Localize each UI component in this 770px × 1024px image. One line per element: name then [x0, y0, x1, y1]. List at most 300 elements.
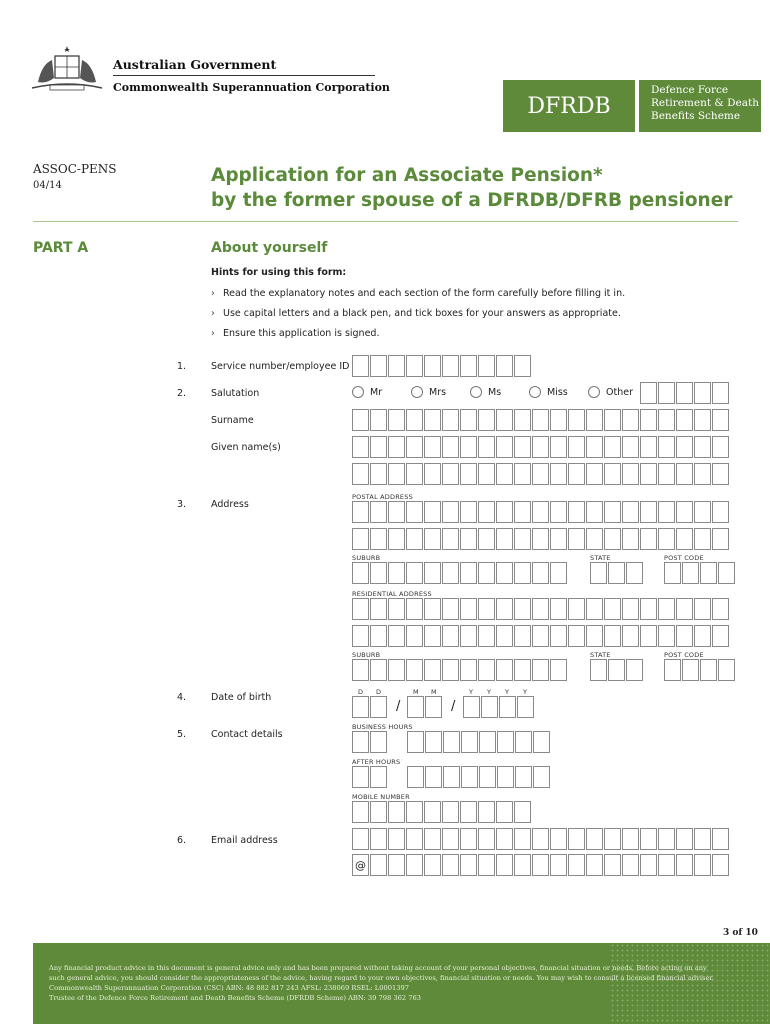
character-box[interactable]	[407, 766, 424, 788]
character-box[interactable]	[676, 436, 693, 458]
character-box[interactable]	[442, 828, 459, 850]
character-box[interactable]	[496, 801, 513, 823]
character-box[interactable]	[568, 625, 585, 647]
character-box[interactable]	[370, 598, 387, 620]
character-box[interactable]	[442, 409, 459, 431]
character-box[interactable]	[370, 436, 387, 458]
character-box[interactable]	[496, 528, 513, 550]
character-box[interactable]	[712, 625, 729, 647]
character-box[interactable]	[604, 598, 621, 620]
character-box[interactable]	[406, 436, 423, 458]
character-box[interactable]	[712, 854, 729, 876]
radio-mrs[interactable]	[411, 386, 446, 398]
character-box[interactable]	[352, 828, 369, 850]
character-box[interactable]	[568, 598, 585, 620]
character-box[interactable]	[460, 528, 477, 550]
character-box[interactable]	[550, 463, 567, 485]
character-box[interactable]	[532, 598, 549, 620]
character-box[interactable]	[622, 528, 639, 550]
character-box[interactable]	[586, 598, 603, 620]
character-box[interactable]	[370, 409, 387, 431]
character-box[interactable]	[712, 598, 729, 620]
character-box[interactable]	[640, 382, 657, 404]
character-box[interactable]	[712, 828, 729, 850]
character-box[interactable]	[550, 598, 567, 620]
character-box[interactable]	[514, 501, 531, 523]
character-box[interactable]	[676, 382, 693, 404]
character-box[interactable]	[586, 463, 603, 485]
character-box[interactable]	[718, 562, 735, 584]
character-box[interactable]	[442, 355, 459, 377]
character-box[interactable]	[370, 625, 387, 647]
character-box[interactable]	[424, 801, 441, 823]
character-box[interactable]	[626, 562, 643, 584]
character-box[interactable]	[460, 828, 477, 850]
character-box[interactable]	[712, 436, 729, 458]
character-box[interactable]	[424, 436, 441, 458]
character-box[interactable]	[658, 501, 675, 523]
character-box[interactable]	[424, 501, 441, 523]
character-box[interactable]	[533, 766, 550, 788]
dob-year-field[interactable]	[463, 696, 535, 718]
character-box[interactable]	[370, 854, 387, 876]
business-phone-field[interactable]	[407, 731, 551, 753]
given-names-field[interactable]	[352, 436, 730, 458]
character-box[interactable]	[442, 625, 459, 647]
character-box[interactable]	[478, 528, 495, 550]
character-box[interactable]	[496, 436, 513, 458]
dob-day-field[interactable]	[352, 696, 388, 718]
character-box[interactable]	[460, 598, 477, 620]
character-box[interactable]	[658, 382, 675, 404]
postal-address-field-2[interactable]	[352, 528, 730, 550]
character-box[interactable]	[676, 528, 693, 550]
character-box[interactable]	[640, 854, 657, 876]
character-box[interactable]	[676, 501, 693, 523]
character-box[interactable]	[622, 625, 639, 647]
character-box[interactable]	[370, 731, 387, 753]
character-box[interactable]	[694, 409, 711, 431]
character-box[interactable]	[388, 625, 405, 647]
character-box[interactable]	[604, 828, 621, 850]
character-box[interactable]	[658, 598, 675, 620]
character-box[interactable]	[694, 436, 711, 458]
character-box[interactable]	[370, 528, 387, 550]
character-box[interactable]	[514, 598, 531, 620]
radio-ms[interactable]	[470, 386, 501, 398]
radio-other[interactable]	[588, 386, 633, 398]
character-box[interactable]	[622, 409, 639, 431]
character-box[interactable]	[424, 409, 441, 431]
character-box[interactable]	[496, 562, 513, 584]
character-box[interactable]	[515, 731, 532, 753]
character-box[interactable]	[640, 528, 657, 550]
character-box[interactable]	[424, 463, 441, 485]
character-box[interactable]	[352, 463, 369, 485]
character-box[interactable]	[694, 528, 711, 550]
character-box[interactable]	[406, 828, 423, 850]
character-box[interactable]	[442, 801, 459, 823]
character-box[interactable]	[694, 854, 711, 876]
character-box[interactable]	[442, 562, 459, 584]
character-box[interactable]	[352, 801, 369, 823]
character-box[interactable]	[658, 854, 675, 876]
given-names-field-2[interactable]	[352, 463, 730, 485]
character-box[interactable]	[712, 463, 729, 485]
character-box[interactable]	[460, 854, 477, 876]
character-box[interactable]	[424, 828, 441, 850]
character-box[interactable]	[478, 828, 495, 850]
character-box[interactable]	[406, 801, 423, 823]
character-box[interactable]	[370, 696, 387, 718]
character-box[interactable]	[352, 528, 369, 550]
character-box[interactable]	[622, 463, 639, 485]
character-box[interactable]	[532, 625, 549, 647]
character-box[interactable]	[700, 562, 717, 584]
character-box[interactable]	[352, 731, 369, 753]
character-box[interactable]	[352, 562, 369, 584]
character-box[interactable]	[712, 501, 729, 523]
character-box[interactable]	[514, 801, 531, 823]
character-box[interactable]	[352, 355, 369, 377]
character-box[interactable]	[604, 409, 621, 431]
service-number-field[interactable]	[352, 355, 532, 377]
character-box[interactable]	[406, 659, 423, 681]
character-box[interactable]	[424, 854, 441, 876]
character-box[interactable]	[388, 463, 405, 485]
character-box[interactable]	[550, 854, 567, 876]
character-box[interactable]	[658, 463, 675, 485]
character-box[interactable]	[388, 801, 405, 823]
character-box[interactable]	[533, 731, 550, 753]
character-box[interactable]	[478, 501, 495, 523]
character-box[interactable]	[568, 463, 585, 485]
character-box[interactable]	[514, 854, 531, 876]
surname-field[interactable]	[352, 409, 730, 431]
character-box[interactable]	[442, 436, 459, 458]
character-box[interactable]	[496, 501, 513, 523]
character-box[interactable]	[586, 409, 603, 431]
character-box[interactable]	[640, 625, 657, 647]
character-box[interactable]	[640, 463, 657, 485]
character-box[interactable]	[442, 659, 459, 681]
character-box[interactable]	[443, 731, 460, 753]
character-box[interactable]	[460, 355, 477, 377]
character-box[interactable]	[496, 598, 513, 620]
character-box[interactable]	[640, 436, 657, 458]
character-box[interactable]	[676, 828, 693, 850]
character-box[interactable]	[550, 659, 567, 681]
character-box[interactable]	[550, 409, 567, 431]
residential-address-field[interactable]	[352, 598, 730, 620]
character-box[interactable]	[514, 625, 531, 647]
character-box[interactable]	[478, 801, 495, 823]
character-box[interactable]	[460, 659, 477, 681]
character-box[interactable]	[604, 528, 621, 550]
character-box[interactable]	[622, 436, 639, 458]
character-box[interactable]	[424, 562, 441, 584]
character-box[interactable]	[460, 625, 477, 647]
character-box[interactable]	[532, 409, 549, 431]
character-box[interactable]	[352, 659, 369, 681]
character-box[interactable]	[640, 828, 657, 850]
character-box[interactable]	[550, 436, 567, 458]
character-box[interactable]	[424, 355, 441, 377]
character-box[interactable]	[460, 463, 477, 485]
character-box[interactable]	[388, 598, 405, 620]
character-box[interactable]	[496, 828, 513, 850]
character-box[interactable]	[442, 528, 459, 550]
character-box[interactable]	[712, 528, 729, 550]
character-box[interactable]	[388, 562, 405, 584]
character-box[interactable]	[682, 562, 699, 584]
postal-postcode-field[interactable]	[664, 562, 736, 584]
character-box[interactable]	[370, 659, 387, 681]
character-box[interactable]	[622, 828, 639, 850]
after-area-code-field[interactable]	[352, 766, 388, 788]
character-box[interactable]	[388, 528, 405, 550]
character-box[interactable]	[712, 409, 729, 431]
character-box[interactable]	[718, 659, 735, 681]
character-box[interactable]	[352, 696, 369, 718]
character-box[interactable]	[461, 766, 478, 788]
character-box[interactable]	[568, 828, 585, 850]
character-box[interactable]	[694, 501, 711, 523]
character-box[interactable]	[481, 696, 498, 718]
character-box[interactable]	[497, 731, 514, 753]
character-box[interactable]	[479, 766, 496, 788]
character-box[interactable]	[604, 463, 621, 485]
character-box[interactable]	[478, 598, 495, 620]
character-box[interactable]	[676, 625, 693, 647]
character-box[interactable]	[604, 436, 621, 458]
character-box[interactable]	[370, 501, 387, 523]
character-box[interactable]	[442, 463, 459, 485]
character-box[interactable]	[514, 828, 531, 850]
character-box[interactable]	[424, 528, 441, 550]
radio-mr[interactable]	[352, 386, 382, 398]
character-box[interactable]	[676, 598, 693, 620]
character-box[interactable]	[406, 562, 423, 584]
character-box[interactable]	[658, 828, 675, 850]
character-box[interactable]	[443, 766, 460, 788]
character-box[interactable]	[388, 436, 405, 458]
character-box[interactable]	[694, 382, 711, 404]
residential-address-field-2[interactable]	[352, 625, 730, 647]
character-box[interactable]	[425, 731, 442, 753]
character-box[interactable]	[370, 463, 387, 485]
character-box[interactable]	[496, 854, 513, 876]
character-box[interactable]	[676, 463, 693, 485]
character-box[interactable]	[497, 766, 514, 788]
character-box[interactable]	[700, 659, 717, 681]
character-box[interactable]	[712, 382, 729, 404]
character-box[interactable]	[352, 625, 369, 647]
character-box[interactable]	[406, 355, 423, 377]
character-box[interactable]	[370, 355, 387, 377]
character-box[interactable]	[478, 463, 495, 485]
character-box[interactable]	[496, 409, 513, 431]
character-box[interactable]	[352, 598, 369, 620]
character-box[interactable]	[676, 409, 693, 431]
character-box[interactable]	[586, 625, 603, 647]
character-box[interactable]	[622, 501, 639, 523]
character-box[interactable]	[586, 854, 603, 876]
character-box[interactable]	[514, 463, 531, 485]
character-box[interactable]	[517, 696, 534, 718]
character-box[interactable]	[352, 409, 369, 431]
character-box[interactable]	[514, 409, 531, 431]
character-box[interactable]	[658, 436, 675, 458]
character-box[interactable]	[658, 528, 675, 550]
character-box[interactable]	[406, 528, 423, 550]
character-box[interactable]	[496, 355, 513, 377]
character-box[interactable]	[622, 854, 639, 876]
character-box[interactable]	[532, 436, 549, 458]
character-box[interactable]	[640, 409, 657, 431]
character-box[interactable]	[586, 501, 603, 523]
character-box[interactable]	[499, 696, 516, 718]
character-box[interactable]	[460, 562, 477, 584]
residential-suburb-field[interactable]	[352, 659, 568, 681]
character-box[interactable]	[370, 562, 387, 584]
character-box[interactable]	[424, 659, 441, 681]
character-box[interactable]	[478, 854, 495, 876]
character-box[interactable]	[370, 801, 387, 823]
character-box[interactable]	[604, 854, 621, 876]
character-box[interactable]	[550, 625, 567, 647]
character-box[interactable]	[425, 766, 442, 788]
character-box[interactable]	[694, 625, 711, 647]
character-box[interactable]	[514, 355, 531, 377]
character-box[interactable]	[478, 436, 495, 458]
character-box[interactable]	[694, 598, 711, 620]
business-area-code-field[interactable]	[352, 731, 388, 753]
character-box[interactable]	[515, 766, 532, 788]
character-box[interactable]	[370, 766, 387, 788]
character-box[interactable]	[550, 528, 567, 550]
character-box[interactable]	[622, 598, 639, 620]
after-phone-field[interactable]	[407, 766, 551, 788]
salutation-other-field[interactable]	[640, 382, 730, 404]
character-box[interactable]	[388, 355, 405, 377]
character-box[interactable]	[568, 409, 585, 431]
character-box[interactable]	[550, 501, 567, 523]
character-box[interactable]	[514, 659, 531, 681]
character-box[interactable]	[532, 562, 549, 584]
character-box[interactable]	[352, 501, 369, 523]
dob-month-field[interactable]	[407, 696, 443, 718]
character-box[interactable]	[425, 696, 442, 718]
character-box[interactable]	[478, 355, 495, 377]
character-box[interactable]	[406, 463, 423, 485]
character-box[interactable]	[664, 659, 681, 681]
character-box[interactable]	[682, 659, 699, 681]
character-box[interactable]	[406, 854, 423, 876]
character-box[interactable]	[604, 625, 621, 647]
character-box[interactable]	[478, 409, 495, 431]
character-box[interactable]	[442, 598, 459, 620]
character-box[interactable]	[479, 731, 496, 753]
character-box[interactable]	[478, 659, 495, 681]
character-box[interactable]	[424, 625, 441, 647]
character-box[interactable]	[532, 501, 549, 523]
character-box[interactable]	[478, 625, 495, 647]
character-box[interactable]	[514, 562, 531, 584]
character-box[interactable]	[626, 659, 643, 681]
character-box[interactable]	[370, 828, 387, 850]
character-box[interactable]	[550, 562, 567, 584]
email-field[interactable]	[352, 828, 730, 850]
character-box[interactable]	[463, 696, 480, 718]
character-box[interactable]	[664, 562, 681, 584]
character-box[interactable]	[550, 828, 567, 850]
character-box[interactable]	[608, 659, 625, 681]
character-box[interactable]	[658, 625, 675, 647]
residential-postcode-field[interactable]	[664, 659, 736, 681]
character-box[interactable]	[460, 436, 477, 458]
character-box[interactable]	[407, 696, 424, 718]
character-box[interactable]	[406, 625, 423, 647]
email-domain-field[interactable]	[370, 854, 730, 876]
character-box[interactable]	[442, 854, 459, 876]
mobile-number-field[interactable]	[352, 801, 532, 823]
character-box[interactable]	[608, 562, 625, 584]
character-box[interactable]	[514, 436, 531, 458]
character-box[interactable]	[388, 854, 405, 876]
character-box[interactable]	[658, 409, 675, 431]
character-box[interactable]	[532, 528, 549, 550]
character-box[interactable]	[424, 598, 441, 620]
character-box[interactable]	[532, 854, 549, 876]
character-box[interactable]	[568, 501, 585, 523]
character-box[interactable]	[694, 463, 711, 485]
character-box[interactable]	[568, 436, 585, 458]
character-box[interactable]	[388, 409, 405, 431]
character-box[interactable]	[532, 463, 549, 485]
character-box[interactable]	[590, 562, 607, 584]
character-box[interactable]	[478, 562, 495, 584]
residential-state-field[interactable]	[590, 659, 644, 681]
character-box[interactable]	[352, 766, 369, 788]
character-box[interactable]	[604, 501, 621, 523]
character-box[interactable]	[407, 731, 424, 753]
character-box[interactable]	[388, 501, 405, 523]
character-box[interactable]	[640, 501, 657, 523]
character-box[interactable]	[406, 501, 423, 523]
character-box[interactable]	[496, 625, 513, 647]
postal-state-field[interactable]	[590, 562, 644, 584]
character-box[interactable]	[496, 463, 513, 485]
character-box[interactable]	[388, 659, 405, 681]
character-box[interactable]	[406, 598, 423, 620]
radio-miss[interactable]	[529, 386, 568, 398]
character-box[interactable]	[640, 598, 657, 620]
character-box[interactable]	[586, 828, 603, 850]
character-box[interactable]	[460, 801, 477, 823]
character-box[interactable]	[352, 436, 369, 458]
character-box[interactable]	[532, 828, 549, 850]
character-box[interactable]	[590, 659, 607, 681]
character-box[interactable]	[676, 854, 693, 876]
postal-address-field[interactable]	[352, 501, 730, 523]
character-box[interactable]	[461, 731, 478, 753]
character-box[interactable]	[514, 528, 531, 550]
character-box[interactable]	[460, 409, 477, 431]
character-box[interactable]	[406, 409, 423, 431]
character-box[interactable]	[586, 528, 603, 550]
character-box[interactable]	[586, 436, 603, 458]
